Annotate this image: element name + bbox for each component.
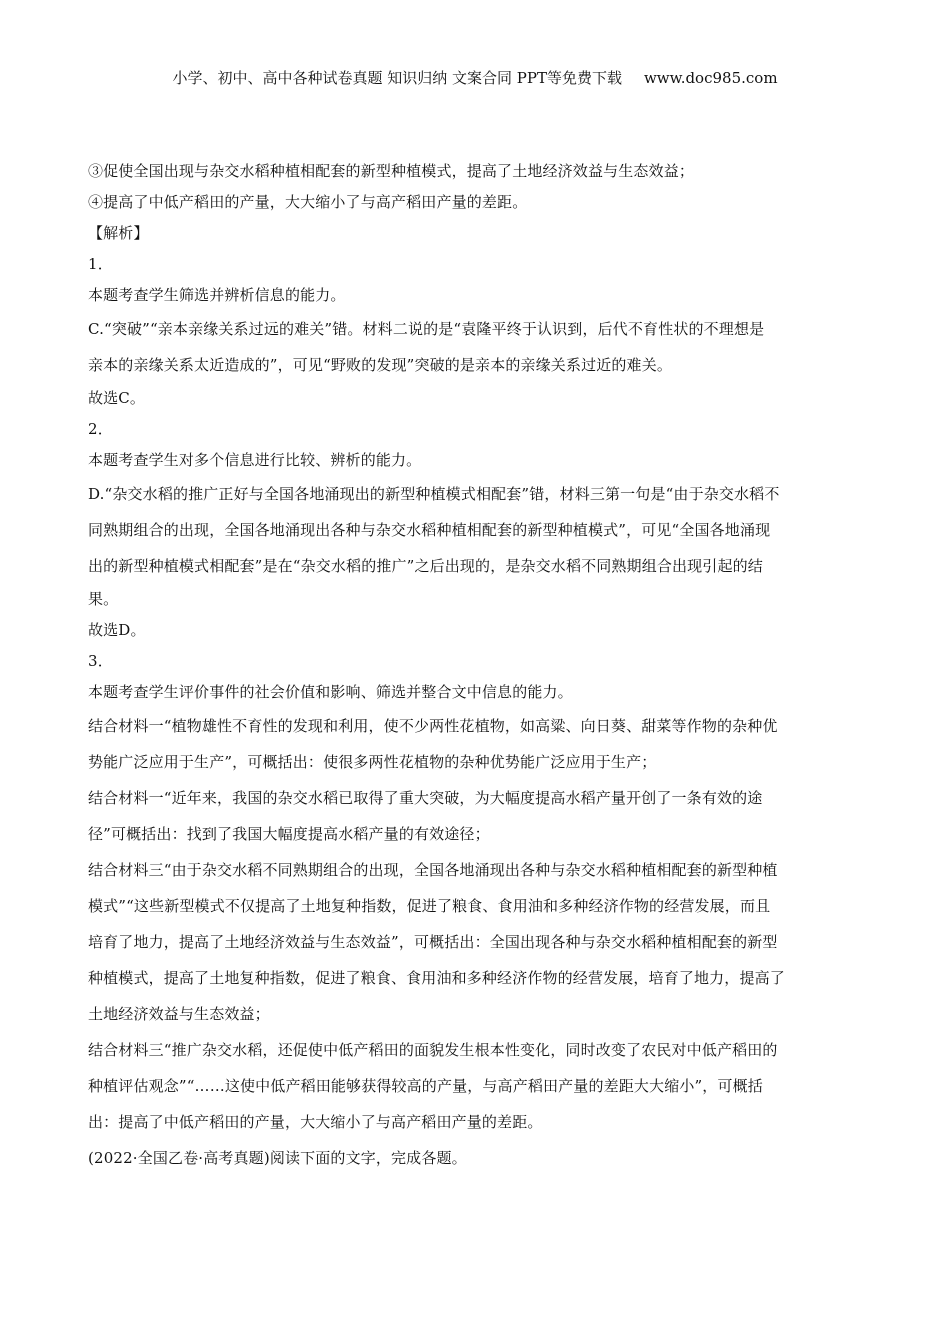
q3-text-line-12: 出：提高了中低产稻田的产量，大大缩小了与高产稻田产量的差距。 [88, 1113, 543, 1131]
q3-text-line-7: 培育了地力，提高了土地经济效益与生态效益”，可概括出：全国出现各种与杂交水稻种植相配套的新型 [88, 933, 778, 951]
q3-text-line-4: 径”可概括出：找到了我国大幅度提高水稻产量的有效途径； [88, 825, 490, 843]
q1-ability: 本题考查学生筛选并辨析信息的能力。 [88, 286, 346, 304]
next-section-intro: (2022·全国乙卷·高考真题)阅读下面的文字，完成各题。 [88, 1149, 467, 1167]
q2-text-line-2: 同熟期组合的出现，全国各地涌现出各种与杂交水稻种植相配套的新型种植模式”，可见“全国各地涌现 [88, 521, 771, 539]
q3-text-line-3: 结合材料一“近年来，我国的杂交水稻已取得了重大突破，为大幅度提高水稻产量开创了一条有效的途 [88, 789, 763, 807]
q1-answer: 故选C。 [88, 389, 146, 407]
question-number-1: 1． [88, 255, 113, 273]
q3-text-line-5: 结合材料三“由于杂交水稻不同熟期组合的出现，全国各地涌现出各种与杂交水稻种植相配套的新型种植 [88, 861, 778, 879]
q3-text-line-6: 模式”“这些新型模式不仅提高了土地复种指数，促进了粮食、食用油和多种经济作物的经营发展，而且 [88, 897, 771, 915]
answer-3: ③促使全国出现与杂交水稻种植相配套的新型种植模式，提高了土地经济效益与生态效益； [88, 162, 695, 180]
analysis-heading: 【解析】 [88, 224, 149, 242]
q1-text-line-1: C.“突破”“亲本亲缘关系过远的难关”错。材料二说的是“袁隆平终于认识到，后代不育性状的不理想是 [88, 320, 765, 338]
q3-text-line-9: 土地经济效益与生态效益； [88, 1005, 270, 1023]
question-number-2: 2． [88, 420, 113, 438]
q3-ability: 本题考查学生评价事件的社会价值和影响、筛选并整合文中信息的能力。 [88, 683, 573, 701]
q3-text-line-2: 势能广泛应用于生产”，可概括出：使很多两性花植物的杂种优势能广泛应用于生产； [88, 753, 657, 771]
page-header [0, 68, 950, 88]
q2-ability: 本题考查学生对多个信息进行比较、辨析的能力。 [88, 451, 422, 469]
document-body [88, 156, 868, 1176]
q2-text-line-3: 出的新型种植模式相配套”是在“杂交水稻的推广”之后出现的，是杂交水稻不同熟期组合出现引起的结 [88, 557, 763, 575]
q3-text-line-10: 结合材料三“推广杂交水稻，还促使中低产稻田的面貌发生根本性变化，同时改变了农民对中低产稻田的 [88, 1041, 778, 1059]
question-number-3: 3． [88, 652, 113, 670]
answer-4: ④提高了中低产稻田的产量，大大缩小了与高产稻田产量的差距。 [88, 193, 528, 211]
header-url[interactable]: www.doc985.com [643, 69, 778, 87]
q2-text-line-1: D.“杂交水稻的推广正好与全国各地涌现出的新型种植模式相配套”错，材料三第一句是“由于杂交水稻不 [88, 485, 780, 503]
q3-text-line-11: 种植评估观念”“……这使中低产稻田能够获得较高的产量，与高产稻田产量的差距大大缩小”，可概括 [88, 1077, 763, 1095]
q3-text-line-1: 结合材料一“植物雄性不育性的发现和利用，使不少两性花植物，如高粱、向日葵、甜菜等作物的杂种优 [88, 717, 778, 735]
header-text: 小学、初中、高中各种试卷真题 知识归纳 文案合同 PPT等免费下载 [172, 69, 622, 87]
q2-answer: 故选D。 [88, 621, 146, 639]
q2-text-line-4: 果。 [88, 590, 119, 608]
q3-text-line-8: 种植模式，提高了土地复种指数，促进了粮食、食用油和多种经济作物的经营发展，培育了地力，提高了 [88, 969, 785, 987]
q1-text-line-2: 亲本的亲缘关系太近造成的”，可见“野败的发现”突破的是亲本的亲缘关系过近的难关。 [88, 356, 673, 374]
